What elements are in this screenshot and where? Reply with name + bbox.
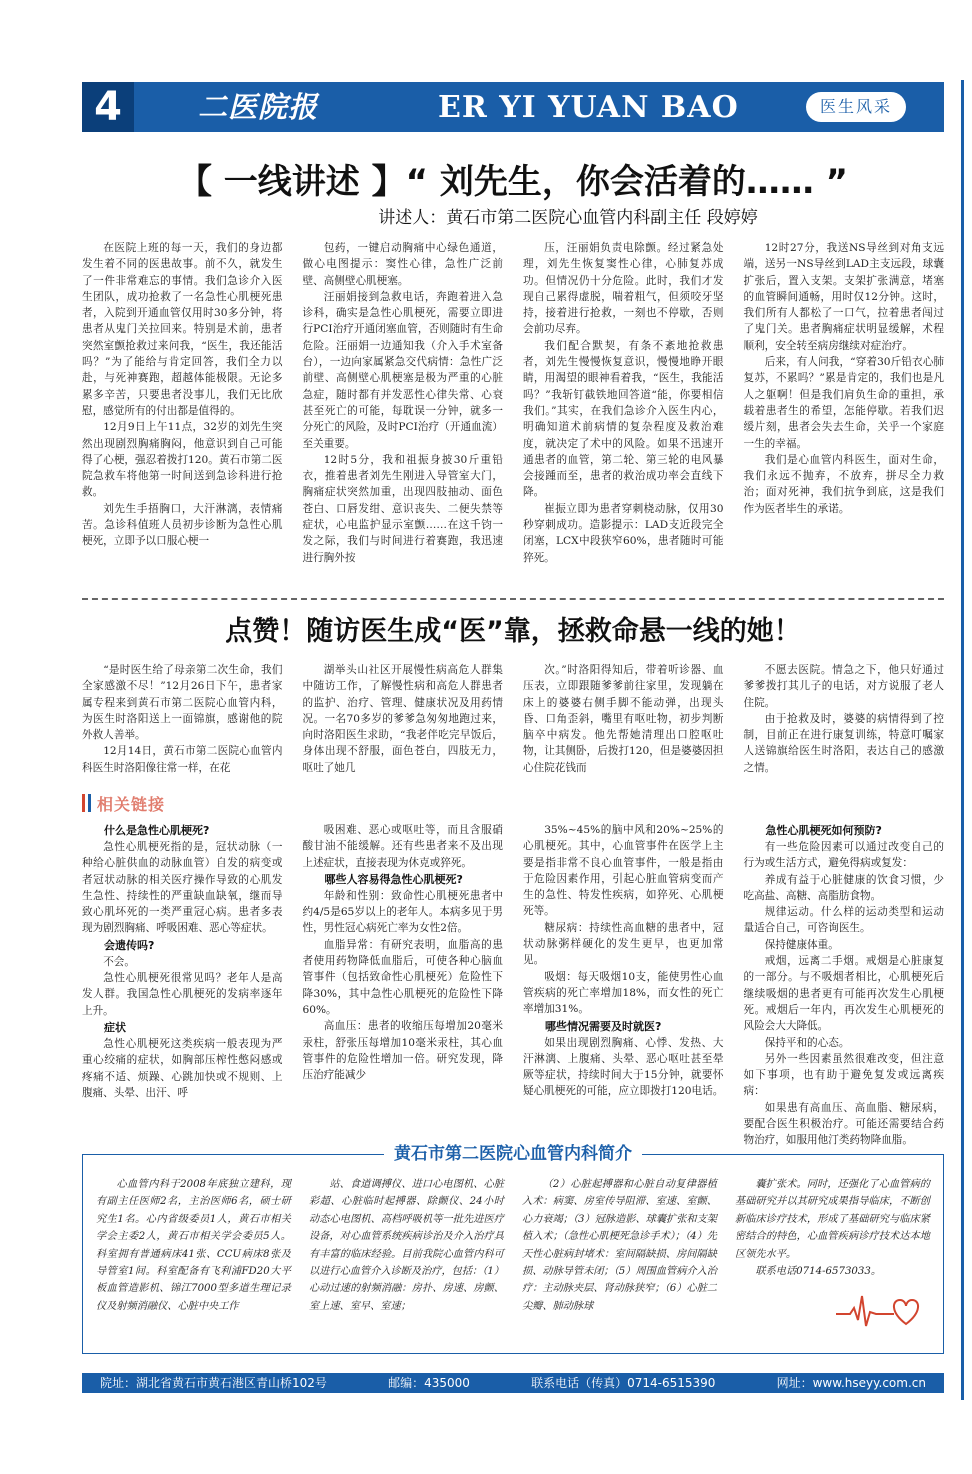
- intro-column: [522, 1176, 717, 1336]
- paragraph: 湖举头山社区开展慢性病高危人群集中随访工作，了解慢性病和高危人群患者的监护、治疗、管理、健康状况及用药情况。一名70多岁的爹爹急匆匆地跑过来，向时洛阳医生求助，“我老伴吃完早饭后，身体出现不舒服，面色苍白，四肢无力，呕吐了她几: [302, 664, 503, 774]
- article2-column: [744, 662, 945, 778]
- paragraph: 年龄和性别：致命性心肌梗死患者中约4/5是65岁以上的老年人。本病多见于男性，男性冠心病死亡率为女性2倍。: [302, 889, 503, 935]
- article1-body: [82, 240, 944, 588]
- paragraph: 吸困难、恶心或呕吐等，而且含服硝酸甘油不能缓解。还有些患者来不及出现上述症状，直接表现为休克或猝死。: [302, 824, 503, 869]
- related-subheading: 会遗传吗?: [104, 938, 155, 952]
- intro-column: [96, 1176, 291, 1336]
- paragraph: 后来，有人问我，“穿着30斤铅衣心肺复苏，不累吗？”累是肯定的，我们也是凡人之躯啊！但是我们肩负生命的重担，承载着患者生的希望，怎能停歇。若我们迟缓片刻，患者会失去生命，关乎一个家庭一生的幸福。: [743, 356, 944, 450]
- related-subheading: 哪些人容易得急性心肌梗死?: [324, 872, 463, 886]
- paragraph: 不愿去医院。情急之下，他只好通过爹爹拨打其儿子的电话，对方说服了老人住院。: [743, 664, 944, 709]
- related-body: [82, 822, 944, 1147]
- footer-bar: [82, 1373, 944, 1393]
- paragraph: 戒烟，远离二手烟。戒烟是心脏康复的一部分。与不吸烟者相比，心肌梗死后继续吸烟的患者更有可能再次发生心肌梗死。戒烟后一年内，再次发生心肌梗死的风险会大大降低。: [743, 955, 944, 1033]
- paragraph: 我们是心血管内科医生，面对生命，我们永远不抛弃，不放弃，拼尽全力救治；面对死神，我们抗争到底，这是我们作为医者毕生的承诺。: [743, 453, 944, 515]
- footer-postcode: 邮编：435000: [388, 1376, 470, 1390]
- heartbeat-heart-icon: [836, 1290, 932, 1330]
- footer-address: 院址：湖北省黄石市黄石港区青山桥102号: [100, 1376, 327, 1390]
- paragraph: 规律运动。什么样的运动类型和运动量适合自己，可咨询医生。: [743, 906, 944, 935]
- paragraph: 崔振立即为患者穿刺桡动脉，仅用30秒穿刺成功。造影提示：LAD支近段完全闭塞，LCX中段狭窄60%，患者随时可能猝死。: [523, 502, 724, 564]
- footer-phone: 联系电话（传真）0714-6515390: [531, 1376, 716, 1390]
- related-links-title: 相关链接: [97, 794, 166, 814]
- related-subheading: 症状: [104, 1020, 126, 1034]
- related-links-header: [82, 792, 165, 814]
- paragraph: 保持健康体重。: [764, 938, 839, 951]
- paragraph: 急性心肌梗死很常见吗？老年人是高发人群。我国急性心肌梗死的发病率逐年上升。: [82, 972, 283, 1017]
- article1-headline: 【 一线讲述 】“ 刘先生，你会活着的…… ”: [177, 162, 849, 202]
- paragraph: 心血管内科于2008年底独立建科，现有副主任医师2名，主治医师6名，硕士研究生1名。心内省级委员1人，黄石市相关学会主委2人，黄石市相关学会委员5人。科室拥有普通病床41张、CCU病床8张及导管室1间。科室配备有飞利浦FD20大平板血管造影机、锦江7000型多道生理记录仪及射频消融仪、心脏中央工作: [96, 1179, 291, 1312]
- paragraph: 血脂异常：有研究表明，血脂高的患者使用药物降低血脂后，可使各种心脑血管事件（包括致命性心肌梗死）危险性下降30%，其中急性心肌梗死的危险性下降60%。: [302, 938, 503, 1016]
- paragraph: 在医院上班的每一天，我们的身边都发生着不同的医患故事。前不久，就发生了一件非常难忘的事情。我们急诊介入医生团队，成功抢救了一名急性心肌梗死患者，入院到开通血管仅用时30多分钟，将患者从鬼门关拉回来。特别是术前，患者突然室颤抢救过来问我，“医生，我还能活吗？”为了能给与肯定回答，我们全力以赴，与死神赛跑，超越体能极限。无论多累多辛苦，只要患者没事儿，我们无比欣慰，感觉所有的付出都是值得的。: [82, 242, 283, 417]
- footer-website[interactable]: 网址：www.hseyy.com.cn: [776, 1376, 926, 1390]
- paragraph: 另外一些因素虽然很难改变，但注意如下事项，也有助于避免复发或远离疾病：: [743, 1052, 944, 1098]
- paragraph: 12时27分，我送NS导丝到对角支远端，送另一NS导丝到LAD主支远段，球囊扩张后，置入支架。支架扩张满意，堵塞的血管瞬间通畅，用时仅12分钟。这时，我们所有人都松了一口气，拉着患者闯过了鬼门关。患者胸痛症状明显缓解，术程顺利，安全转至病房继续对症治疗。: [743, 242, 944, 352]
- paragraph: 包药，一键启动胸痛中心绿色通道，做心电图提示：窦性心律，急性广泛前壁、高侧壁心肌梗塞。: [302, 242, 503, 287]
- related-column: [523, 822, 724, 1122]
- paragraph: 我们配合默契，有条不紊地抢救患者，刘先生慢慢恢复意识，慢慢地睁开眼睛，用渴望的眼神看着我，“医生，我能活吗？”我斩钉截铁地回答道“能，你要相信我们。”其实，在我们急诊介入医生内心，明确知道术前病情的复杂程度及救治难度，就决定了术中的风险。如果不迅速开通患者的血管，第二轮、第三轮的电风暴会接踵而至，患者的救治成功率会直线下降。: [523, 339, 724, 499]
- department-intro-title: 黄石市第二医院心血管内科简介: [394, 1144, 632, 1164]
- article2-headline: 点赞！随访医生成“医”靠，拯救命悬一线的她！: [225, 616, 801, 647]
- article2-column: [82, 662, 283, 778]
- paragraph: 由于抢救及时，婆婆的病情得到了控制，目前正在进行康复训练，特意叮嘱家人送锦旗给医生时洛阳，表达自己的感激之情。: [743, 712, 944, 774]
- page-number: 4: [82, 82, 134, 132]
- paragraph: 保持平和的心态。: [764, 1036, 850, 1049]
- paragraph: （2）心脏起搏器和心脏自动复律器植入术：病窦、房室传导阻滞、室速、室颤、心力衰竭；（3）冠脉造影、球囊扩张和支架植入术；（急性心肌梗死急诊手术）；（4）先天性心脏病封堵术：室间隔缺损、房间隔缺损、动脉导管未闭；（5）周围血管病介入治疗：主动脉夹层、肾动脉狭窄；（6）心脏二尖瓣、肺动脉球: [522, 1179, 717, 1312]
- section-divider: [82, 598, 944, 600]
- related-column: [303, 822, 504, 1122]
- paragraph: 站、食道调搏仪、进口心电图机、心脏彩超、心脏临时起搏器、除颤仪、24小时动态心电图机、高档呼吸机等一批先进医疗设备，对心血管系统疾病诊治及介入治疗具有丰富的临床经验。目前我院心血管内科可以进行心血管介入诊断及治疗，包括：（1）心动过速的射频消融：房扑、房速、房颤、室上速、室早、室速；: [309, 1179, 504, 1312]
- accent-bar: [82, 794, 85, 812]
- paragraph: 如果患有高血压、高血脂、糖尿病，要配合医生积极治疗。可能还需要结合药物治疗，如服用他汀类药物降血脂。: [743, 1101, 944, 1147]
- paragraph: 养成有益于心脏健康的饮食习惯，少吃高盐、高糖、高脂肪食物。: [743, 873, 944, 902]
- paragraph: “是时医生给了母亲第二次生命，我们全家感激不尽！”12月26日下午，患者家属专程来到黄石市第二医院心血管内科，为医生时洛阳送上一面锦旗，感谢他的院外救人善举。: [82, 664, 283, 742]
- article1-column: [303, 240, 504, 588]
- masthead: [82, 82, 944, 132]
- paragraph: 汪丽娟接到急救电话，奔跑着进入急诊科，确实是急性心肌梗死，需要立即进行PCI治疗开通闭塞血管，否则随时有生命危险。汪丽娟一边通知我（介入手术室备台），一边向家属紧急交代病情：急性广泛前壁、高侧壁心肌梗塞是极为严重的心脏急症，随时都有并发恶性心律失常、心衰甚至死亡的可能，每耽误一分钟，就多一分死亡的风险，及时PCI治疗（开通血流）至关重要。: [302, 290, 503, 450]
- paragraph: 如果出现剧烈胸痛、心悸、发热、大汗淋漓、上腹痛、头晕、恶心呕吐甚至晕厥等症状，持续时间大于15分钟，就要怀疑心肌梗死的可能，应立即拨打120电话。: [523, 1036, 724, 1098]
- page-edge-rule: [961, 80, 964, 1400]
- intro-column: [309, 1176, 504, 1336]
- article1-column: [523, 240, 724, 588]
- paragraph: 急性心肌梗死这类疾病一般表现为严重心绞痛的症状，如胸部压榨性憋闷感或疼痛不适、烦躁、心跳加快或不规则、上腹痛、头晕、出汗、呼: [82, 1037, 283, 1099]
- paragraph: 有一些危险因素可以通过改变自己的行为或生活方式，避免得病或复发：: [743, 841, 944, 870]
- article2-column: [523, 662, 724, 778]
- paragraph: 囊扩张术。同时，还强化了心血管病的基础研究并以其研究成果指导临床，不断创新临床诊疗技术，形成了基础研究与临床紧密结合的特色，心血管疾病诊疗技术达本地区领先水平。: [735, 1179, 930, 1260]
- accent-bar: [88, 794, 91, 812]
- paragraph: 12月9日上午11点，32岁的刘先生突然出现剧烈胸痛胸闷，他意识到自己可能得了心梗，强忍着拨打120。黄石市第二医院急救车将他第一时间送到急诊科进行抢救。: [82, 421, 283, 499]
- paragraph: 压，汪丽娟负责电除颤。经过紧急处理，刘先生恢复窦性心律，心肺复苏成功。但情况仍十分危险。此时，我们才发现自己累得虚脱，喘着粗气，但须咬牙坚持，接着进行抢救，一刻也不停歇，否则会前功尽弃。: [523, 242, 724, 336]
- paragraph: 糖尿病：持续性高血糖的患者中，冠状动脉粥样硬化的发生更早，也更加常见。: [523, 921, 724, 967]
- paragraph: 高血压：患者的收缩压每增加20毫米汞柱，舒张压每增加10毫米汞柱，其心血管事件的危险性增加一倍。研究发现，降压治疗能减少: [302, 1020, 503, 1082]
- related-subheading: 什么是急性心肌梗死?: [104, 824, 210, 837]
- article2-column: [303, 662, 504, 778]
- section-badge: 医生风采: [806, 92, 906, 122]
- paragraph: 35%~45%的脑中风和20%~25%的心肌梗死。其中，心血管事件在医学上主要是指非常不良心血管事件，一般是指由于危险因素作用，引起心脏血管病变而产生的急性、特发性疾病，如猝死、心肌梗死等。: [523, 824, 724, 918]
- related-column: [743, 822, 945, 1147]
- contact-phone: 联系电话0714-6573033。: [755, 1266, 882, 1278]
- paragraph: 刘先生手捂胸口，大汗淋漓，表情痛苦。急诊科值班人员初步诊断为急性心肌梗死，立即予以口服心梗一: [82, 502, 283, 548]
- article1-byline: 讲述人：黄石市第二医院心血管内科副主任 段婷婷: [378, 208, 758, 228]
- paragraph: 12月14日，黄石市第二医院心血管内科医生时洛阳像往常一样，在花: [82, 745, 283, 774]
- paragraph: 吸烟：每天吸烟10支，能使男性心血管疾病的死亡率增加18%，而女性的死亡率增加31%。: [523, 970, 724, 1016]
- article1-column: [82, 240, 283, 588]
- paragraph: 急性心肌梗死指的是，冠状动脉（一种给心脏供血的动脉血管）自发的病变或者冠状动脉的相关医疗操作导致的心肌发生急性、持续性的严重缺血缺氧，继而导致心肌坏死的一类严重冠心病。患者多表现为剧烈胸痛、呼吸困难、恶心等症状。: [82, 841, 283, 935]
- article2-body: [82, 662, 944, 778]
- paragraph: 12时5分，我和祖振身披30斤重铅衣，推着患者刘先生刚进入导管室大门，胸痛症状突然加重，出现四肢抽动、面色苍白、口唇发绀、意识丧失、二便失禁等症状，心电监护显示室颤……在这千钧一发之际，我们与时间进行着赛跑，我迅速进行胸外按: [302, 453, 503, 564]
- related-subheading: 哪些情况需要及时就医?: [545, 1019, 662, 1033]
- paragraph: 不会。: [103, 955, 135, 968]
- newspaper-pinyin: ER YI YUAN BAO: [438, 90, 739, 125]
- article1-column: [744, 240, 945, 588]
- related-subheading: 急性心肌梗死如何预防?: [765, 824, 882, 837]
- paragraph: 次。”时洛阳得知后，带着听诊器、血压表，立即跟随爹爹前往家里，发现躺在床上的婆婆右侧手脚不能动弹，出现头昏、口角歪斜，嘴里有呕吐物，初步判断脑卒中病发。他先帮她清理出口腔呕吐物，让其侧卧，后拨打120，但是婆婆因担心住院花钱而: [523, 664, 724, 774]
- related-column: [82, 822, 283, 1122]
- newspaper-title: 二医院报: [198, 90, 319, 124]
- department-intro-body: [96, 1176, 930, 1336]
